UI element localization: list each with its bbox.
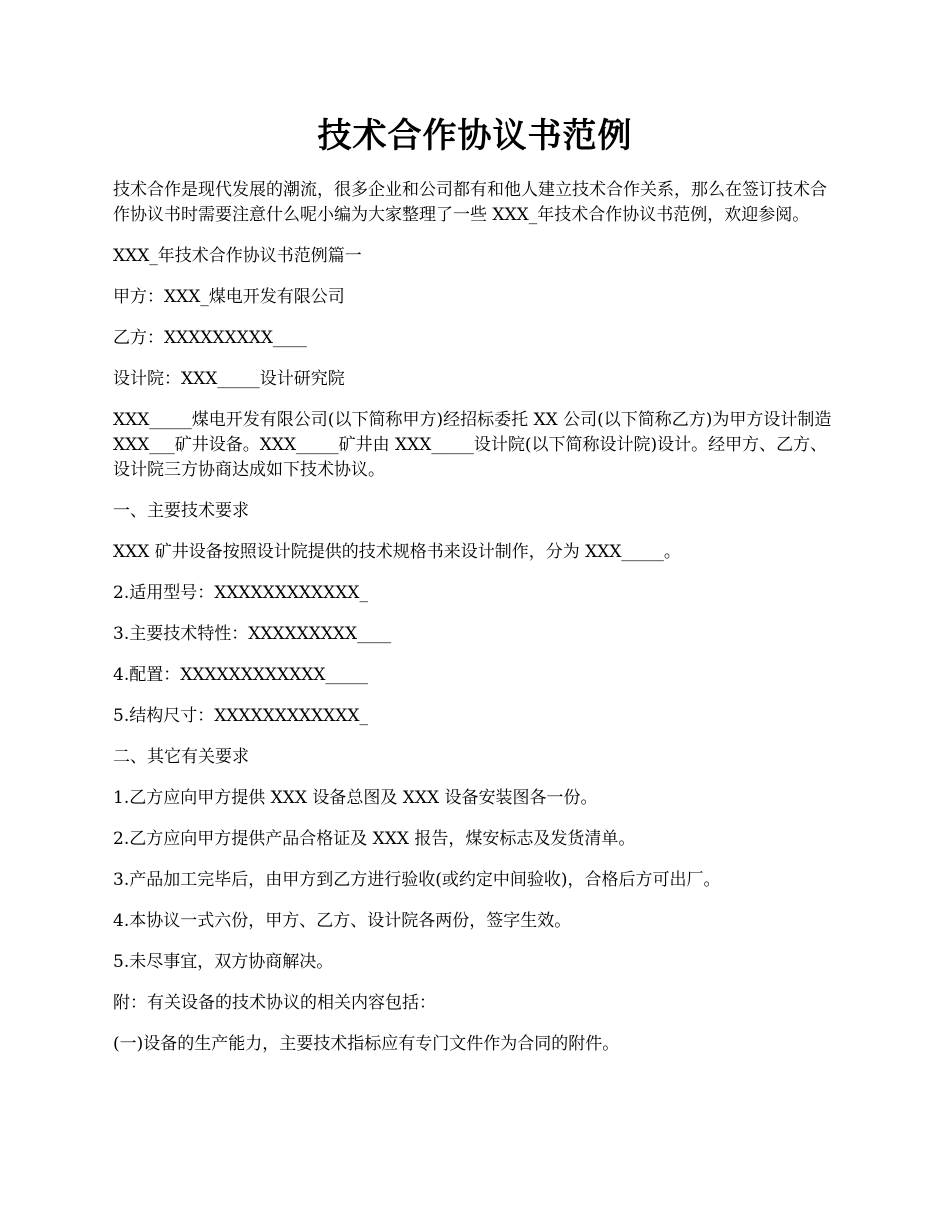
document-title: 技术合作协议书范例 [317, 116, 633, 156]
other-item-4: 4.本协议一式六份，甲方、乙方、设计院各两份，签字生效。 [113, 911, 572, 931]
requirement-item-1: XXX 矿井设备按照设计院提供的技术规格书来设计制作，分为 XXX_____。 [113, 542, 681, 562]
requirement-item-5: 5.结构尺寸：XXXXXXXXXXXX_ [113, 706, 368, 726]
requirement-item-3: 3.主要技术特性：XXXXXXXXX____ [113, 624, 392, 644]
design-institute-line: 设计院：XXX_____设计研究院 [113, 369, 345, 389]
section-heading-technical-requirements: 一、主要技术要求 [113, 501, 249, 521]
section-heading-other-requirements: 二、其它有关要求 [113, 747, 249, 767]
party-b-line: 乙方：XXXXXXXXX____ [113, 328, 307, 348]
other-item-2: 2.乙方应向甲方提供产品合格证及 XXX 报告，煤安标志及发货清单。 [113, 829, 636, 849]
other-item-1: 1.乙方应向甲方提供 XXX 设备总图及 XXX 设备安装图各一份。 [113, 788, 598, 808]
appendix-item-1: (一)设备的生产能力，主要技术指标应有专门文件作为合同的附件。 [113, 1034, 620, 1054]
other-item-5: 5.未尽事宜，双方协商解决。 [113, 952, 334, 972]
requirement-item-2: 2.适用型号：XXXXXXXXXXXX_ [113, 583, 368, 603]
requirement-item-4: 4.配置：XXXXXXXXXXXX_____ [113, 665, 368, 685]
intro-paragraph: 技术合作是现代发展的潮流，很多企业和公司都有和他人建立技术合作关系，那么在签订技术合作协议书时需要注意什么呢小编为大家整理了一些 XXX_年技术合作协议书范例，欢迎参阅。 [113, 180, 827, 225]
document-body [113, 178, 843, 1073]
preamble-paragraph: XXX_____煤电开发有限公司(以下简称甲方)经招标委托 XX 公司(以下简称乙方)为甲方设计制造 XXX___矿井设备。XXX_____矿井由 XXX_____设计院(以下简称设计院)设计。经甲方、乙方、设计院三方协商达成如下技术协议。 [113, 410, 832, 480]
party-a-line: 甲方：XXX_煤电开发有限公司 [113, 287, 345, 307]
section-heading-example-one: XXX_年技术合作协议书范例篇一 [113, 246, 362, 266]
appendix-heading: 附：有关设备的技术协议的相关内容包括： [113, 993, 436, 1013]
other-item-3: 3.产品加工完毕后，由甲方到乙方进行验收(或约定中间验收)，合格后方可出厂。 [113, 870, 721, 890]
